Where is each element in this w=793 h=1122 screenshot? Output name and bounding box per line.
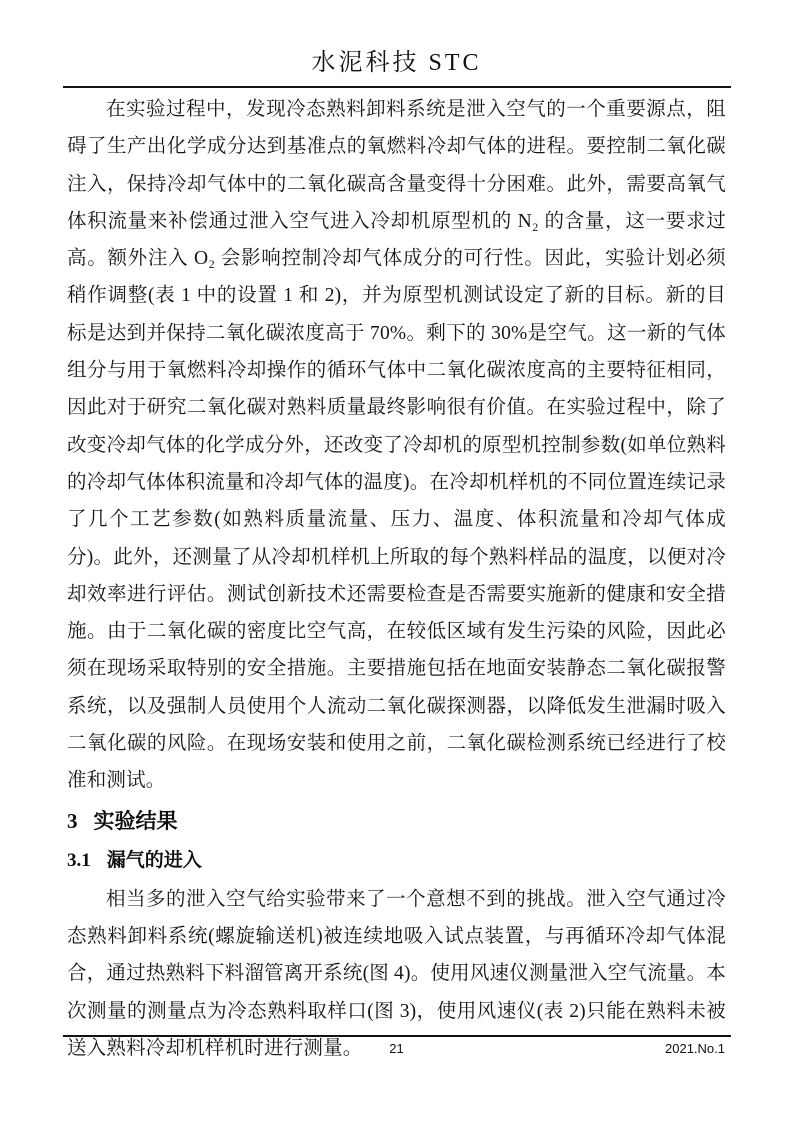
subsection-number: 3.1	[67, 849, 91, 871]
journal-title: 水泥科技 STC	[311, 50, 482, 76]
page-content	[67, 91, 726, 1067]
subsection-title: 漏气的进入	[106, 849, 202, 871]
paragraph-leak-air: 相当多的泄入空气给实验带来了一个意想不到的挑战。泄入空气通过冷态熟料卸料系统(螺旋输送机)被连续地吸入试点装置，与再循环冷却气体混合，通过热熟料下料溜管离开系统(图 4)。使用风速仪测量泄入空气流量。本次测量的测量点为冷态熟料取样口(图 3)，使用风速仪(表 2)只能在熟料未被送入熟料冷却机样机时进行测量。	[67, 888, 726, 1059]
section-number: 3	[67, 808, 78, 833]
footer-issue-label: 2021.No.1	[665, 1041, 725, 1056]
header-rule	[63, 86, 731, 88]
section-heading-results	[67, 806, 726, 837]
subsection-heading-air-leak	[67, 847, 726, 875]
section-title: 实验结果	[93, 809, 178, 833]
footer-page-number: 21	[389, 1041, 404, 1056]
footer-rule	[63, 1035, 731, 1037]
paragraph-experiment-intro: 在实验过程中，发现冷态熟料卸料系统是泄入空气的一个重要源点，阻碍了生产出化学成分达到基准点的氧燃料冷却气体的进程。要控制二氧化碳注入，保持冷却气体中的二氧化碳高含量变得十分困难。此外，需要高氧气体积流量来补偿通过泄入空气进入冷却机原型机的 N₂ 的含量，这一要求过高。额外注入 O₂ 会影响控制冷却气体成分的可行性。因此，实验计划必须稍作调整(表 1 中的设置 1 和 2)，并为原型机测试设定了新的目标。新的目标是达到并保持二氧化碳浓度高于 70%。剩下的 30%是空气。这一新的气体组分与用于氧燃料冷却操作的循环气体中二氧化碳浓度高的主要特征相同，因此对于研究二氧化碳对熟料质量最终影响很有价值。在实验过程中，除了改变冷却气体的化学成分外，还改变了冷却机的原型机控制参数(如单位熟料的冷却气体体积流量和冷却气体的温度)。在冷却机样机的不同位置连续记录了几个工艺参数(如熟料质量流量、压力、温度、体积流量和冷却气体成分)。此外，还测量了从冷却机样机上所取的每个熟料样品的温度，以便对冷却效率进行评估。测试创新技术还需要检查是否需要实施新的健康和安全措施。由于二氧化碳的密度比空气高，在较低区域有发生污染的风险，因此必须在现场采取特别的安全措施。主要措施包括在地面安装静态二氧化碳报警系统，以及强制人员使用个人流动二氧化碳探测器，以降低发生泄漏时吸入二氧化碳的风险。在现场安装和使用之前，二氧化碳检测系统已经进行了校准和测试。	[67, 99, 726, 792]
